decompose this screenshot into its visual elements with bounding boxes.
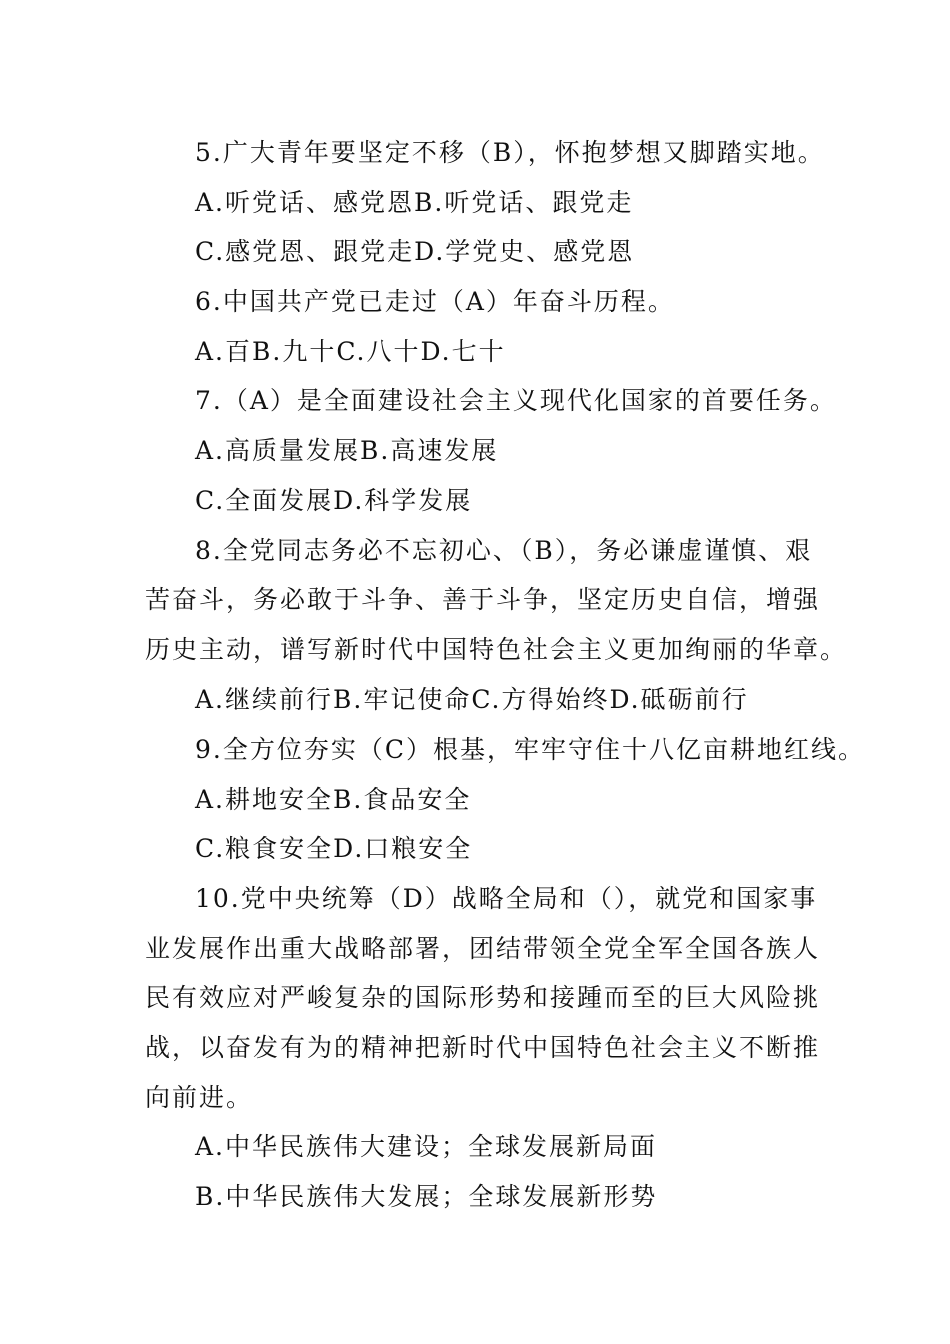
question-10-line-4: 战，以奋发有为的精神把新时代中国特色社会主义不断推 xyxy=(145,1033,821,1062)
question-10-option-b: B.中华民族伟大发展；全球发展新形势 xyxy=(195,1182,658,1211)
question-5: 5.广大青年要坚定不移（B），怀抱梦想又脚踏实地。 xyxy=(195,138,825,167)
question-10-line-3: 民有效应对严峻复杂的国际形势和接踵而至的巨大风险挑 xyxy=(145,983,821,1012)
question-7-options-ab: A.高质量发展B.高速发展 xyxy=(195,436,499,465)
question-8-line-3: 历史主动，谱写新时代中国特色社会主义更加绚丽的华章。 xyxy=(145,635,848,664)
question-10-option-a: A.中华民族伟大建设；全球发展新局面 xyxy=(195,1132,658,1161)
question-6: 6.中国共产党已走过（A）年奋斗历程。 xyxy=(195,287,675,316)
question-7-options-cd: C.全面发展D.科学发展 xyxy=(195,486,473,515)
question-9-options-cd: C.粮食安全D.口粮安全 xyxy=(195,834,473,863)
question-8-line-1: 8.全党同志务必不忘初心、（B），务必谦虚谨慎、艰 xyxy=(195,536,813,565)
question-9-options-ab: A.耕地安全B.食品安全 xyxy=(195,785,472,814)
question-10-line-2: 业发展作出重大战略部署，团结带领全党全军全国各族人 xyxy=(145,934,821,963)
question-5-options-cd: C.感党恩、跟党走D.学党史、感党恩 xyxy=(195,237,635,266)
question-5-options-ab: A.听党话、感党恩B.听党话、跟党走 xyxy=(195,188,634,217)
question-9: 9.全方位夯实（C）根基，牢牢守住十八亿亩耕地红线。 xyxy=(195,735,865,764)
question-6-options: A.百B.九十C.八十D.七十 xyxy=(195,337,506,366)
question-10-line-5: 向前进。 xyxy=(145,1083,254,1112)
question-10-line-1: 10.党中央统筹（D）战略全局和（），就党和国家事 xyxy=(195,884,818,913)
question-7: 7.（A）是全面建设社会主义现代化国家的首要任务。 xyxy=(195,386,837,415)
question-8-options: A.继续前行B.牢记使命C.方得始终D.砥砺前行 xyxy=(195,685,749,714)
question-8-line-2: 苦奋斗，务必敢于斗争、善于斗争，坚定历史自信，增强 xyxy=(145,585,821,614)
